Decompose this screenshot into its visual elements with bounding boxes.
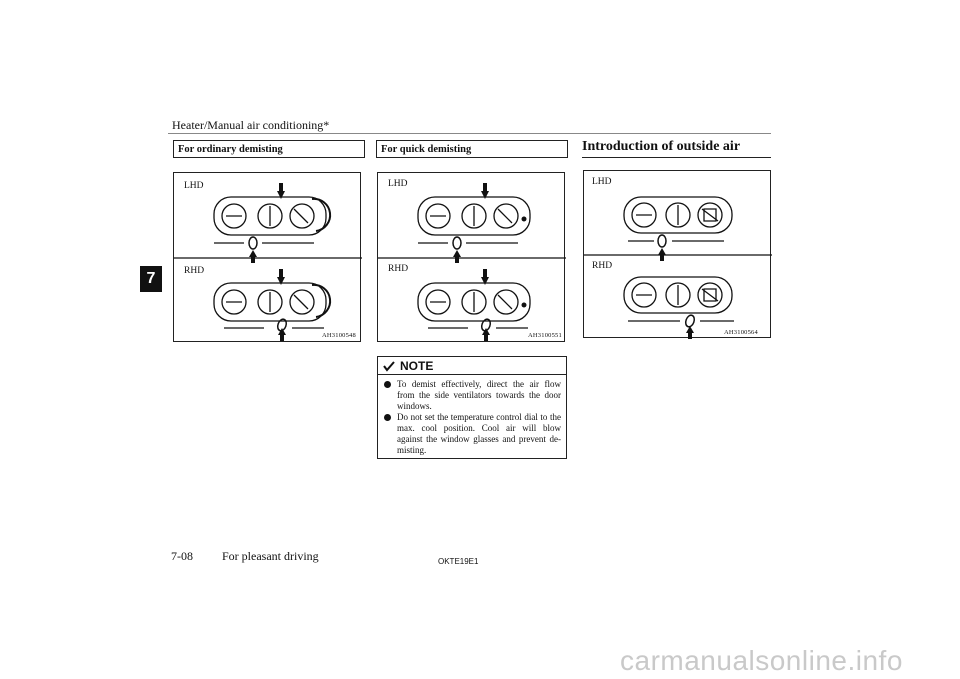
figure-label-rhd: RHD [592,261,613,271]
hvac-control-panel-icon [378,173,566,343]
section-heading-quick-demisting: For quick demisting [376,140,568,158]
figure-ordinary-demisting [173,172,361,342]
page-header-title: Heater/Manual air conditioning* [172,118,330,132]
indicator-arrow-icon [453,183,527,341]
figure-label-rhd: RHD [388,264,409,274]
figure-code: AH3100551 [528,332,562,339]
figure-code: AH3100564 [724,329,758,336]
indicator-arrow-icon [658,248,694,339]
section-heading-outside-air: Introduction of outside air [582,138,771,158]
chapter-tab[interactable]: 7 [140,266,162,292]
note-title: NOTE [400,358,434,373]
hvac-control-panel-icon [174,173,362,343]
note-list [383,379,561,456]
figure-label-rhd: RHD [184,266,205,276]
section-heading-ordinary-demisting: For ordinary demisting [173,140,365,158]
note-item: To demist effectively, direct the air flow from the side ventilators towards the door windows. [383,379,561,412]
bullet-icon [384,381,391,388]
note-header [378,357,566,375]
note-item: Do not set the temperature control dial to the max. cool position. Cool air will blow against the window glasses and prevent de-misting. [383,412,561,456]
hvac-control-panel-icon [584,171,772,339]
header-divider [168,133,771,134]
document-code: OKTE19E1 [438,557,479,566]
footer-section-title: For pleasant driving [222,549,319,563]
bullet-icon [384,414,391,421]
figure-label-lhd: LHD [184,181,204,191]
figure-quick-demisting [377,172,565,342]
figure-outside-air [583,170,771,338]
note-check-icon [382,360,396,372]
note-box [377,356,567,459]
watermark: carmanualsonline.info [620,645,903,676]
figure-code: AH3100548 [322,332,356,339]
figure-label-lhd: LHD [592,177,612,187]
indicator-arrow-icon [249,183,286,341]
page-number: 7-08 [171,549,193,563]
figure-label-lhd: LHD [388,179,408,189]
